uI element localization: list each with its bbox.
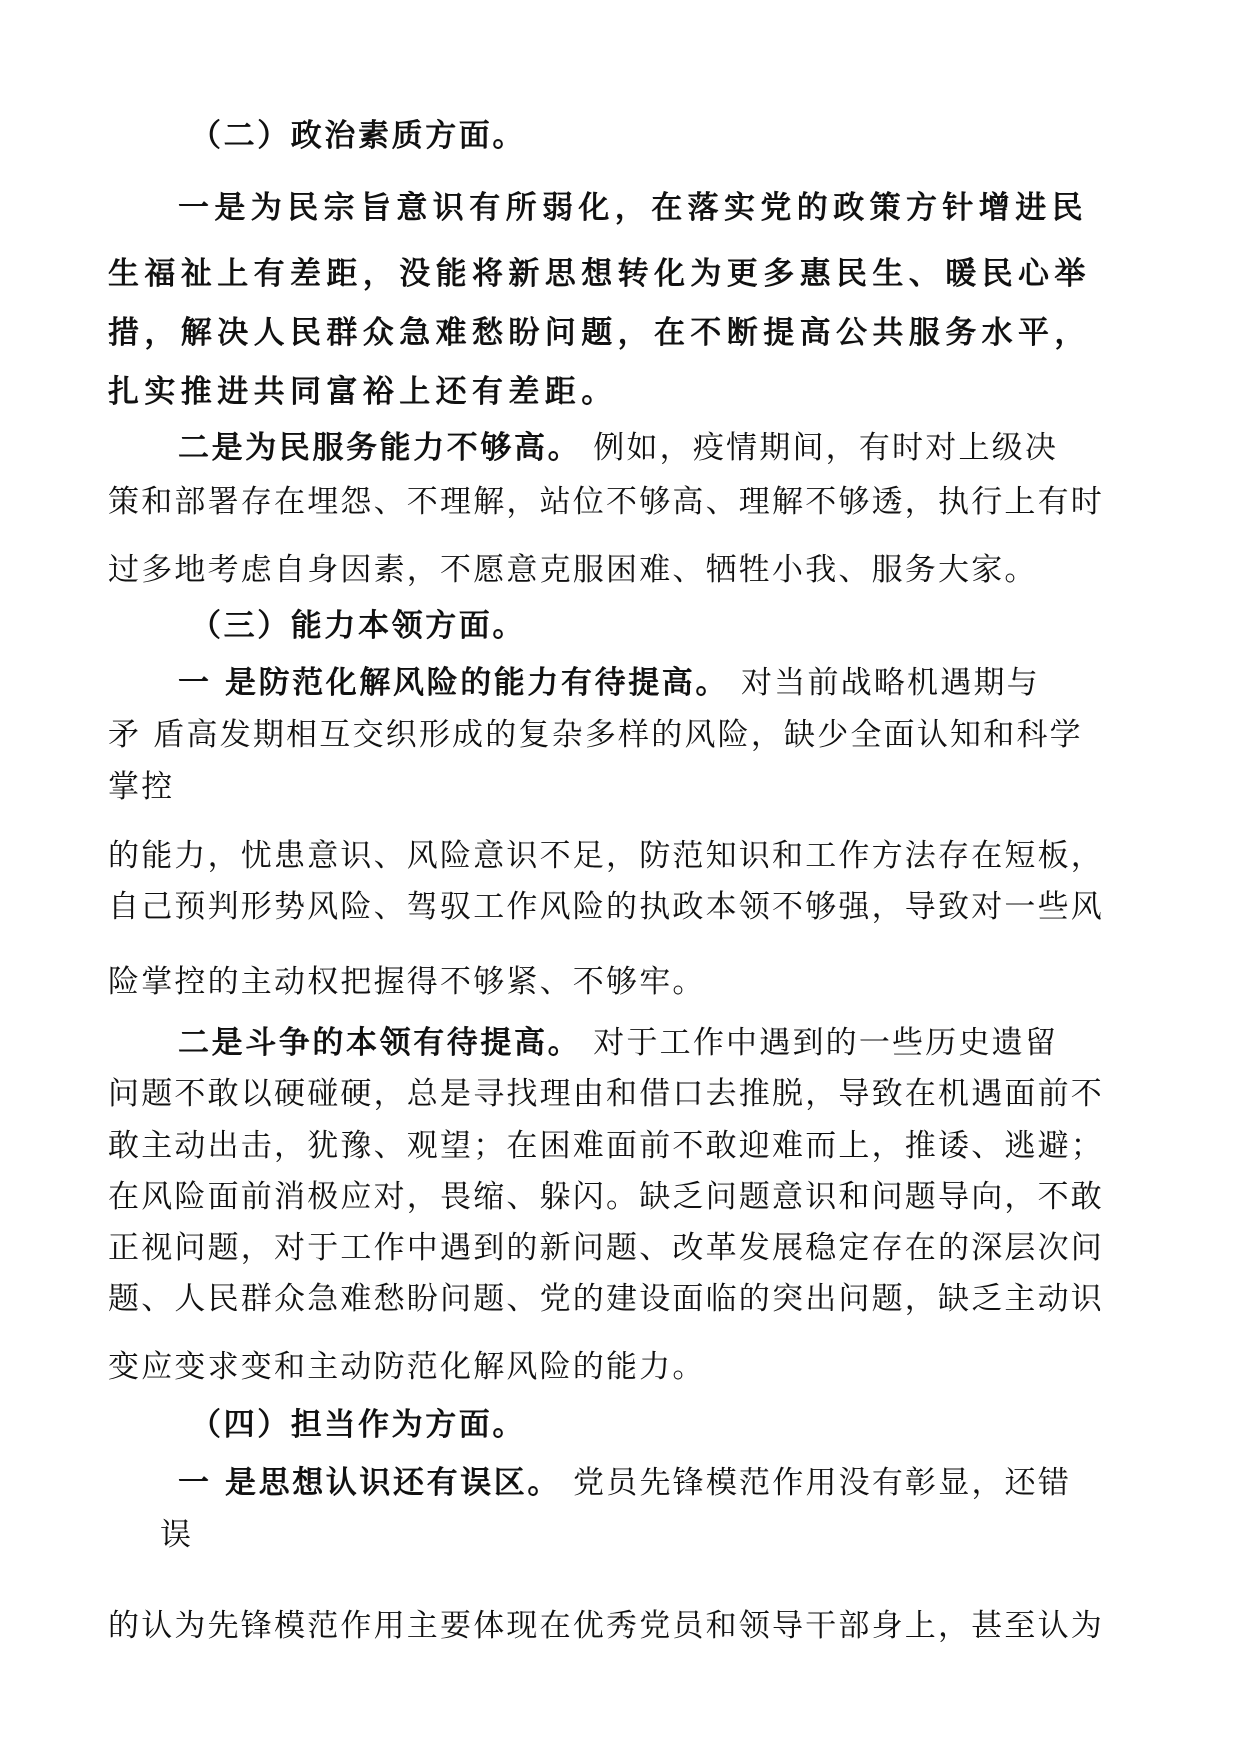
paragraph-lead: 二是斗争的本领有待提高。 bbox=[178, 1025, 582, 1061]
paragraph-lead: 二是为民服务能力不够高。 bbox=[178, 430, 582, 466]
paragraph-text: 党员先锋模范作用没有彰显，还错 bbox=[561, 1465, 1072, 1501]
paragraph-line: 过多地考虑自身因素，不愿意克服困难、牺牲小我、服务大家。 bbox=[108, 552, 1038, 588]
paragraph-line: 问题不敢以硬碰硬，总是寻找理由和借口去推脱，导致在机遇面前不 bbox=[108, 1076, 1104, 1112]
paragraph-lead: 一 是防范化解风险的能力有待提高。 bbox=[178, 665, 729, 701]
paragraph-text: 例如，疫情期间，有时对上级决 bbox=[581, 430, 1059, 466]
paragraph-line: 变应变求变和主动防范化解风险的能力。 bbox=[108, 1349, 706, 1385]
paragraph-line bbox=[178, 665, 1040, 701]
paragraph-line: 敢主动出击，犹豫、观望；在困难面前不敢迎难而上，推诿、逃避； bbox=[108, 1128, 1104, 1164]
paragraph-line: 的能力，忧患意识、风险意识不足，防范知识和工作方法存在短板， bbox=[108, 838, 1104, 874]
paragraph-line: 险掌控的主动权把握得不够紧、不够牢。 bbox=[108, 964, 706, 1000]
section-heading-responsibility: （四）担当作为方面。 bbox=[190, 1407, 526, 1443]
paragraph-text: 对于工作中遇到的一些历史遗留 bbox=[581, 1025, 1059, 1061]
paragraph-line: 的认为先锋模范作用主要体现在优秀党员和领导干部身上，甚至认为 bbox=[108, 1608, 1104, 1644]
paragraph-line bbox=[178, 1025, 1058, 1061]
paragraph-line: 措，解决人民群众急难愁盼问题，在不断提高公共服务水平， bbox=[108, 315, 1091, 351]
paragraph-line bbox=[178, 1465, 1071, 1501]
section-heading-political-quality: （二）政治素质方面。 bbox=[190, 118, 526, 154]
paragraph-line: 扎实推进共同富裕上还有差距。 bbox=[108, 374, 618, 410]
paragraph-line bbox=[178, 430, 1058, 466]
paragraph-line: 策和部署存在埋怨、不理解，站位不够高、理解不够透，执行上有时 bbox=[108, 484, 1104, 520]
paragraph-lead: 一 是思想认识还有误区。 bbox=[178, 1465, 561, 1501]
paragraph-line: 矛 盾高发期相互交织形成的复杂多样的风险，缺少全面认知和科学 bbox=[108, 717, 1083, 753]
paragraph-line: 一是为民宗旨意识有所弱化，在落实党的政策方针增进民 bbox=[178, 190, 1088, 226]
paragraph-line: 题、人民群众急难愁盼问题、党的建设面临的突出问题，缺乏主动识 bbox=[108, 1281, 1104, 1317]
section-heading-ability: （三）能力本领方面。 bbox=[190, 608, 526, 644]
paragraph-line: 掌控 bbox=[108, 769, 175, 805]
paragraph-line: 自己预判形势风险、驾驭工作风险的执政本领不够强，导致对一些风 bbox=[108, 889, 1104, 925]
paragraph-text: 对当前战略机遇期与 bbox=[729, 665, 1040, 701]
paragraph-line: 生福祉上有差距，没能将新思想转化为更多惠民生、暖民心举 bbox=[108, 256, 1091, 292]
paragraph-line: 正视问题，对于工作中遇到的新问题、改革发展稳定存在的深层次问 bbox=[108, 1230, 1104, 1266]
paragraph-line: 在风险面前消极应对，畏缩、躲闪。缺乏问题意识和问题导向，不敢 bbox=[108, 1179, 1104, 1215]
paragraph-line: 误 bbox=[160, 1517, 194, 1553]
